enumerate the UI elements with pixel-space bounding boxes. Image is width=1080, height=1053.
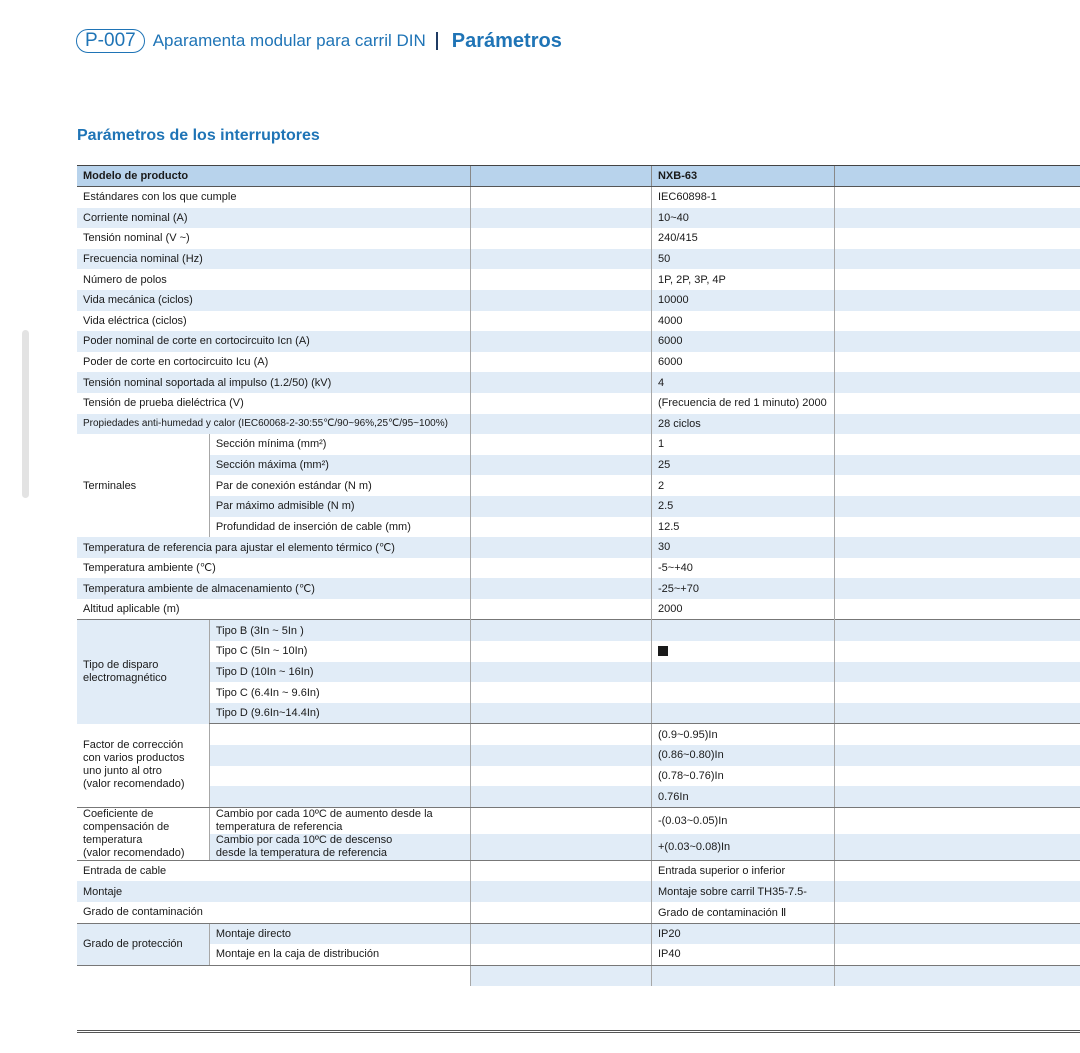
correction-label: Factor de corrección con varios productos uno junto al otro (valor recomendado) — [77, 724, 209, 807]
table-row: Número de polos 1P, 2P, 3P, 4P — [77, 269, 1080, 290]
table-row: Tensión nominal soportada al impulso (1.2/50) (kV) 4 — [77, 372, 1080, 393]
table-row: (0.86~0.80)In — [77, 745, 1080, 766]
table-row: Tipo D (10In ~ 16In) — [77, 662, 1080, 683]
table-row: Vida eléctrica (ciclos) 4000 — [77, 311, 1080, 332]
table-row: Coeficiente de compensación de temperatura (valor recomendado) Cambio por cada 10ºC de aumento desde la temperatura de referencia -(0.03~0.05)In — [77, 807, 1080, 834]
table-row: Factor de corrección con varios productos uno junto al otro (valor recomendado) (0.9~0.95)In — [77, 724, 1080, 745]
table-row: (0.78~0.76)In — [77, 766, 1080, 787]
table-row: Tipo de disparo electromagnético Tipo B (3In ~ 5In ) — [77, 620, 1080, 641]
header-model: NXB-63 — [651, 166, 834, 187]
scroll-handle[interactable] — [22, 330, 29, 498]
table-row: Cambio por cada 10ºC de descenso desde la temperatura de referencia +(0.03~0.08)In — [77, 834, 1080, 861]
header-divider — [436, 32, 438, 50]
table-row: Tipo C (6.4In ~ 9.6In) — [77, 682, 1080, 703]
compensation-label: Coeficiente de compensación de temperatura (valor recomendado) — [77, 807, 209, 860]
section-title: Parámetros de los interruptores — [77, 127, 320, 144]
table-row: Tipo D (9.6In~14.4In) — [77, 703, 1080, 724]
table-header-row — [77, 166, 1080, 187]
parameters-table — [77, 165, 1080, 986]
checked-square-icon — [658, 646, 668, 656]
table-row: Sección máxima (mm²) 25 — [77, 455, 1080, 476]
table-row: Poder de corte en cortocircuito Icu (A) 6000 — [77, 352, 1080, 373]
table-row: Corriente nominal (A) 10~40 — [77, 208, 1080, 229]
table-row: Estándares con los que cumple IEC60898-1 — [77, 187, 1080, 208]
table-row: Par máximo admisible (N m) 2.5 — [77, 496, 1080, 517]
table-row: Grado de protección Montaje directo IP20 — [77, 923, 1080, 944]
table-row: Temperatura de referencia para ajustar el elemento térmico (℃) 30 — [77, 537, 1080, 558]
table-row: Par de conexión estándar (N m) 2 — [77, 475, 1080, 496]
table-row: Altitud aplicable (m) 2000 — [77, 599, 1080, 620]
tripping-label: Tipo de disparo electromagnético — [77, 620, 209, 724]
page-subtitle: Aparamenta modular para carril DIN — [152, 31, 426, 50]
table-row: Grado de contaminación Grado de contaminación Ⅱ — [77, 902, 1080, 923]
protection-label: Grado de protección — [77, 923, 209, 965]
table-row: Montaje Montaje sobre carril TH35-7.5- — [77, 881, 1080, 902]
header-label: Modelo de producto — [77, 166, 471, 187]
table-row: Temperatura ambiente de almacenamiento (℃) -25~+70 — [77, 578, 1080, 599]
table-row: Vida mecánica (ciclos) 10000 — [77, 290, 1080, 311]
table-row: Propiedades anti-humedad y calor (IEC60068-2-30:55℃/90~96%,25℃/95~100%) 28 ciclos — [77, 414, 1080, 435]
table-row: Montaje en la caja de distribución IP40 — [77, 944, 1080, 965]
table-row: Temperatura ambiente (℃) -5~+40 — [77, 558, 1080, 579]
page-header — [76, 27, 562, 55]
table-row: Tensión de prueba dieléctrica (V) (Frecuencia de red 1 minuto) 2000 — [77, 393, 1080, 414]
table-row: Terminales Sección mínima (mm²) 1 — [77, 434, 1080, 455]
table-bottom-rule — [77, 1030, 1080, 1033]
terminals-label: Terminales — [77, 434, 209, 537]
table-row: 0.76In — [77, 786, 1080, 807]
table-row-empty — [77, 965, 1080, 986]
table-row: Tipo C (5In ~ 10In) — [77, 641, 1080, 662]
table-row: Entrada de cable Entrada superior o inferior — [77, 860, 1080, 881]
page-title: Parámetros — [451, 29, 562, 52]
table-row: Tensión nominal (V ~) 240/415 — [77, 228, 1080, 249]
table-row: Frecuencia nominal (Hz) 50 — [77, 249, 1080, 270]
table-row: Profundidad de inserción de cable (mm) 12.5 — [77, 517, 1080, 538]
page-code-badge: P-007 — [76, 29, 145, 53]
table-row: Poder nominal de corte en cortocircuito Icn (A) 6000 — [77, 331, 1080, 352]
